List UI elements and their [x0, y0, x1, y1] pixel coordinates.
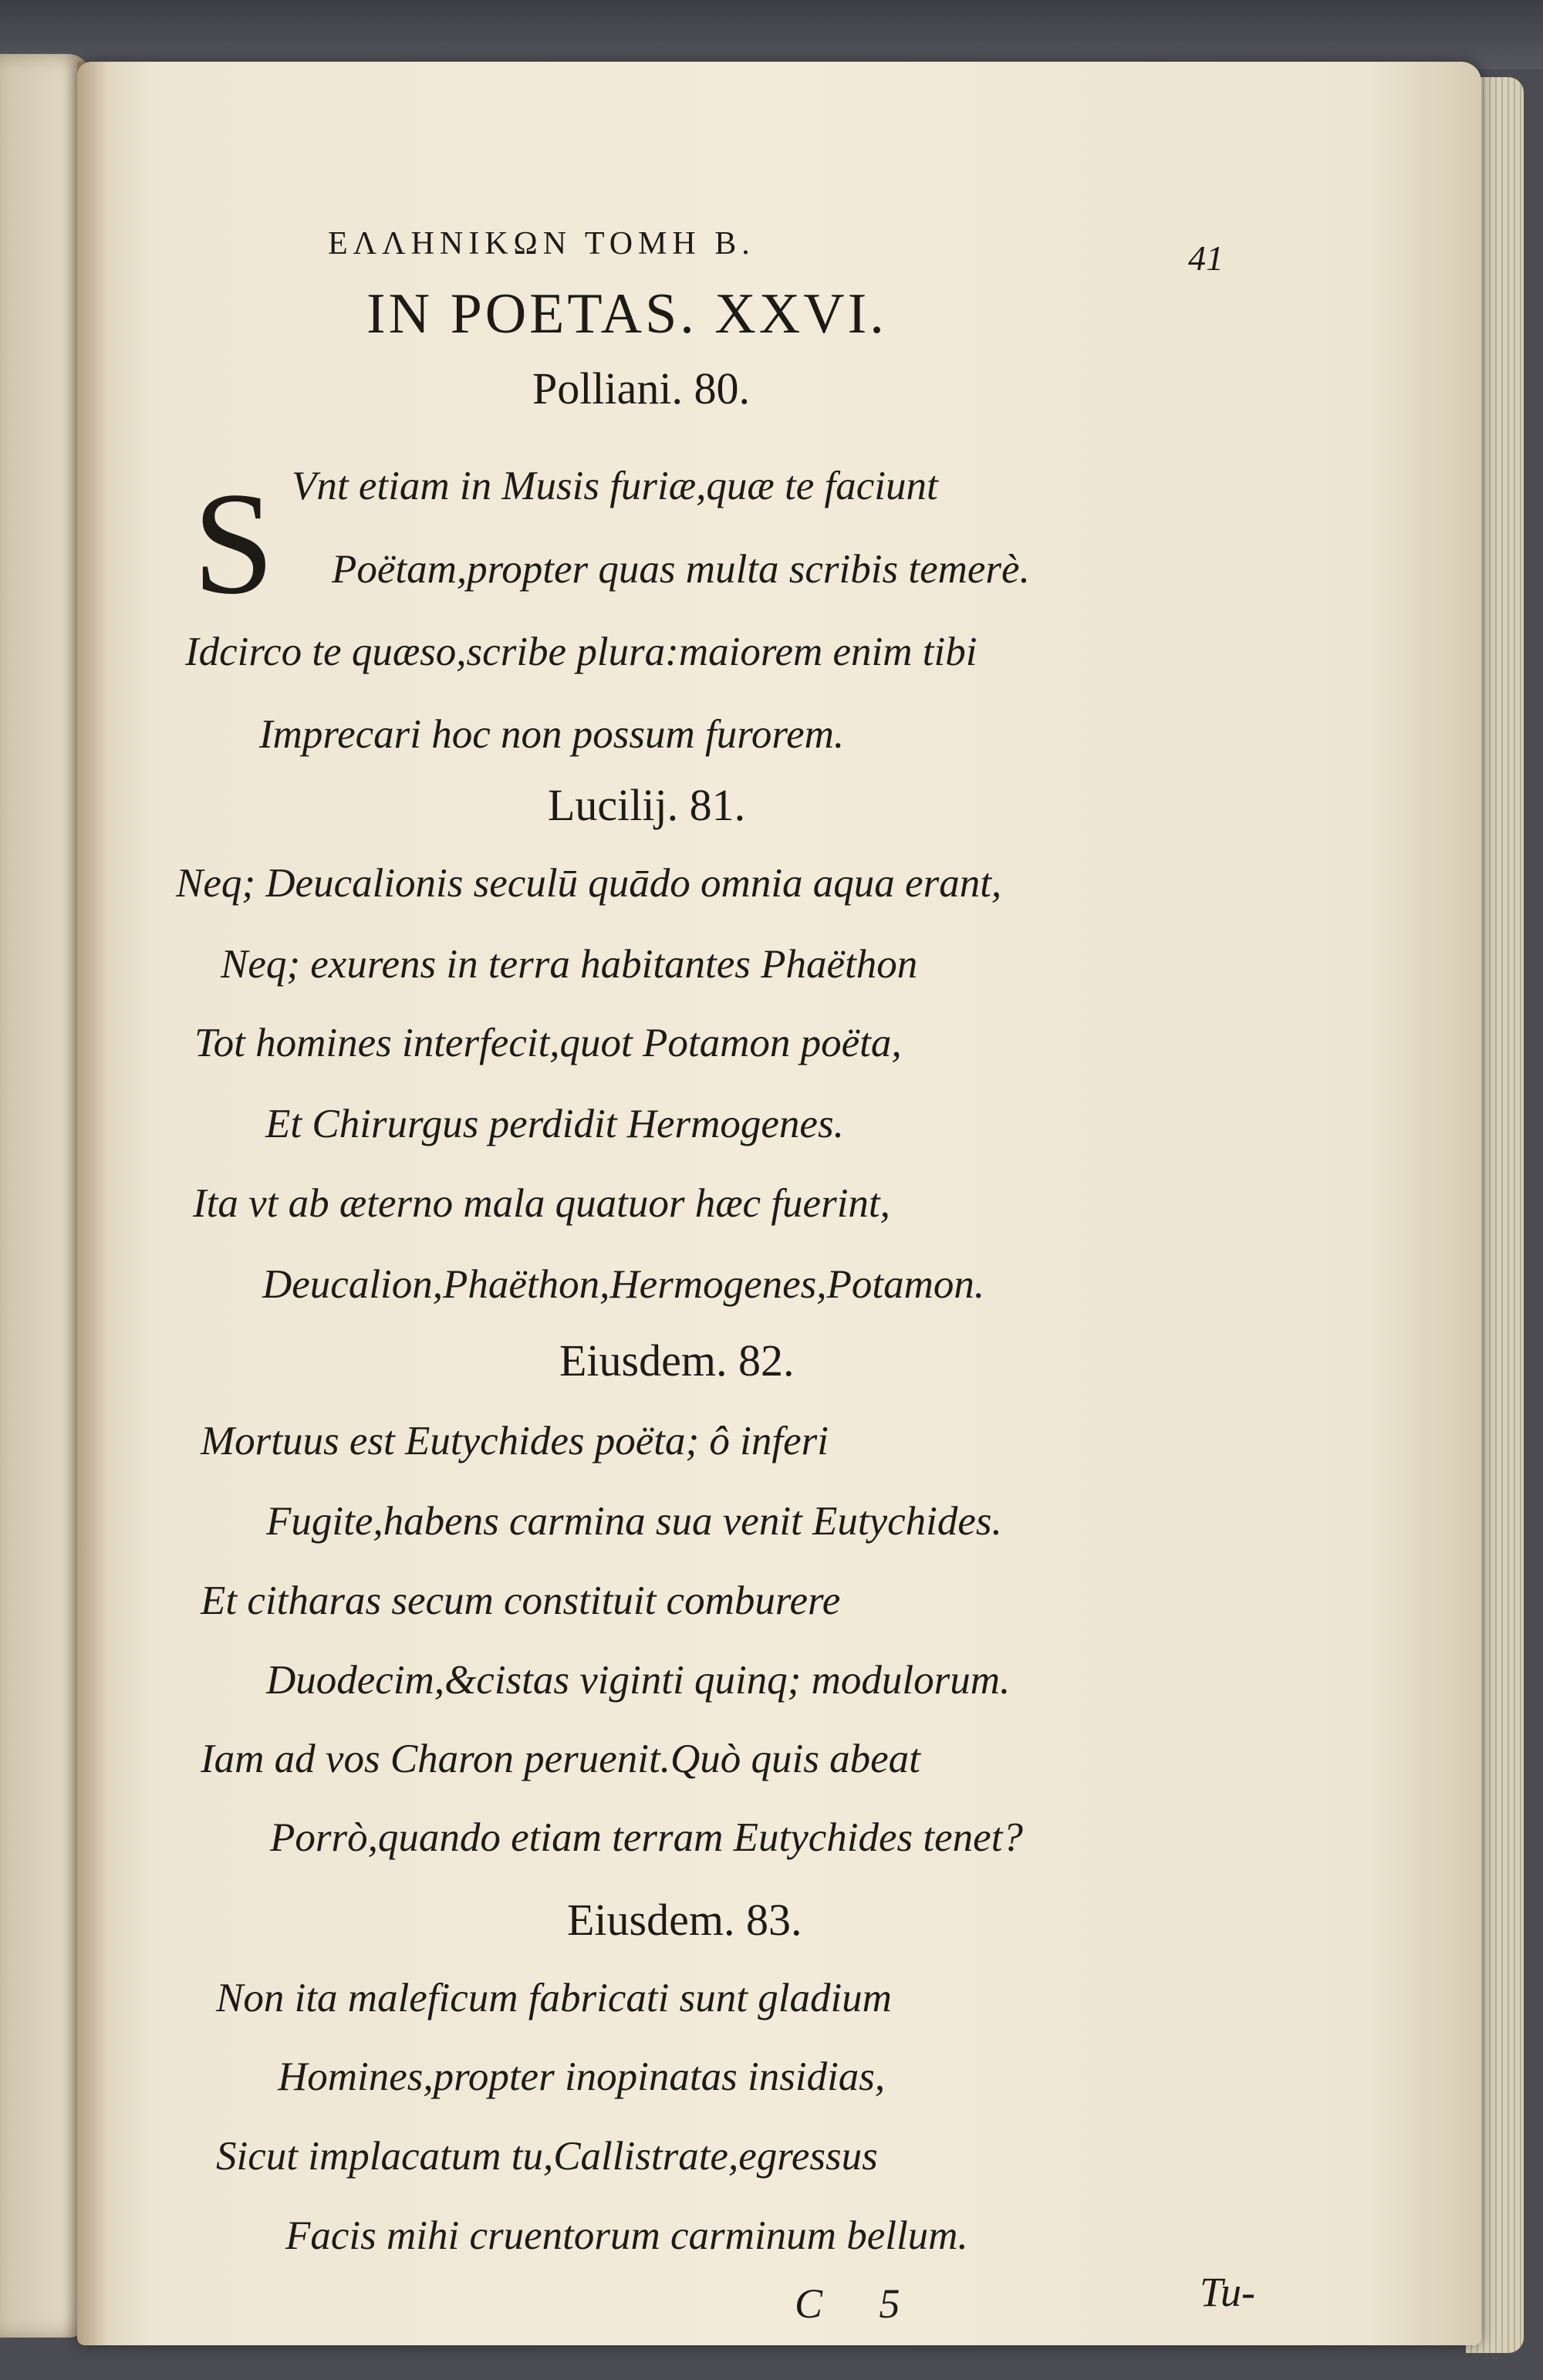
verse-line: Sicut implacatum tu,Callistrate,egressus	[216, 2134, 878, 2179]
verse-line: Neq; exurens in terra habitantes Phaëthon	[221, 942, 918, 987]
verse-line: Mortuus est Eutychides poëta; ô inferi	[201, 1419, 829, 1463]
verse-line: Homines,propter inopinatas insidias,	[278, 2054, 886, 2099]
verse-line: Vnt etiam in Musis furiæ,quæ te faciunt	[292, 464, 938, 508]
verse-line: Et citharas secum constituit comburere	[201, 1578, 841, 1623]
verse-line: Deucalion,Phaëthon,Hermogenes,Potamon.	[262, 1262, 985, 1307]
section-title: IN POETAS. XXVI.	[366, 282, 887, 346]
verse-line: Non ita maleficum fabricati sunt gladium	[216, 1976, 892, 2020]
verse-line: Et Chirurgus perdidit Hermogenes.	[265, 1102, 844, 1146]
verse-line: Fugite,habens carmina sua venit Eutychides.	[266, 1499, 1002, 1544]
running-head: ΕΛΛΗΝΙΚΩΝ ΤΟΜΗ Β.	[328, 226, 755, 262]
verse-line: Tot homines interfecit,quot Potamon poëta,	[194, 1021, 902, 1065]
verse-line: Iam ad vos Charon peruenit.Quò quis abeat	[201, 1737, 920, 1781]
poem-heading: Eiusdem. 83.	[567, 1895, 802, 1945]
book-top-edge	[0, 0, 1543, 69]
verse-line: Facis mihi cruentorum carminum bellum.	[285, 2213, 968, 2258]
verse-line: Imprecari hoc non possum furorem.	[259, 712, 845, 757]
poem-heading: Eiusdem. 82.	[559, 1335, 795, 1386]
verse-line: Neq; Deucalionis seculū quādo omnia aqua erant,	[176, 861, 1002, 906]
verse-line: Duodecim,&cistas viginti quinq; modulorum.	[266, 1658, 1011, 1703]
page-number: 41	[1188, 238, 1224, 278]
book-page	[77, 62, 1481, 2345]
verse-line: Porrò,quando etiam terram Eutychides tenet?	[270, 1815, 1023, 1860]
verse-line: Poëtam,propter quas multa scribis temerè.	[332, 547, 1030, 592]
poem-heading: Lucilij. 81.	[548, 780, 746, 830]
verse-line: Idcirco te quæso,scribe plura:maiorem enim tibi	[185, 630, 977, 674]
verse-line: Ita vt ab æterno mala quatuor hæc fuerint,	[193, 1181, 890, 1226]
poem-heading: Polliani. 80.	[532, 363, 750, 414]
catchword: Tu-	[1200, 2269, 1256, 2315]
drop-cap-initial: S	[193, 463, 275, 625]
signature-mark: C 5	[795, 2280, 923, 2327]
